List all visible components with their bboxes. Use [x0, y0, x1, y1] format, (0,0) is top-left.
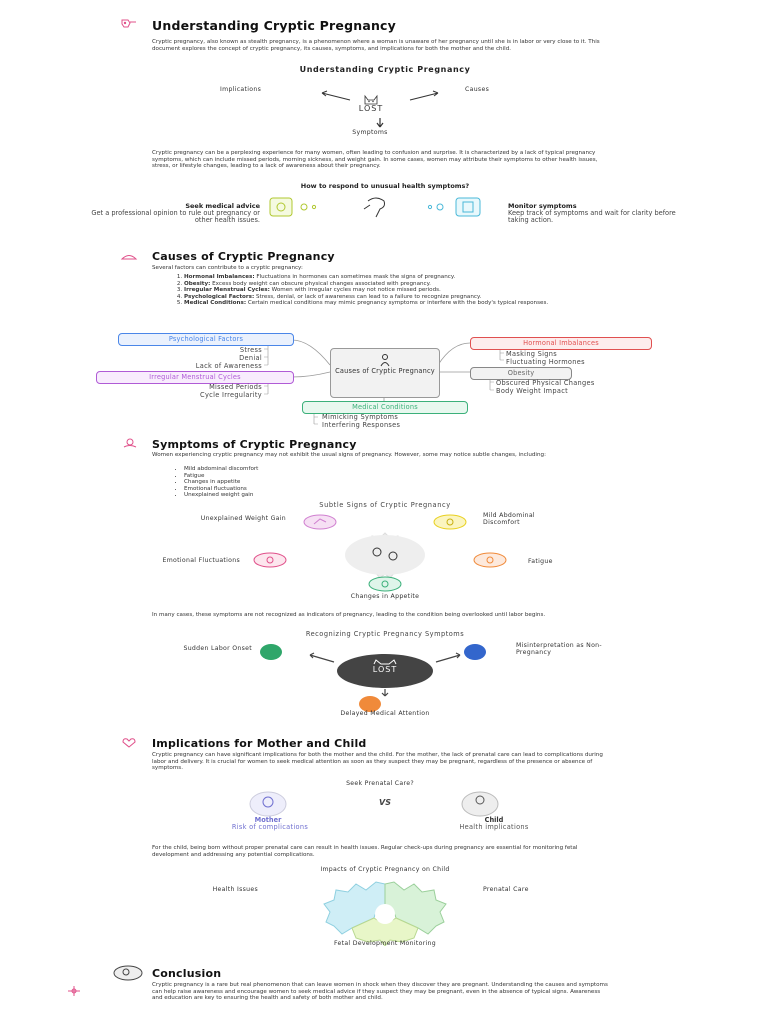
diagram-title: Understanding Cryptic Pregnancy — [299, 65, 471, 74]
node-medical: Medical Conditions — [302, 401, 468, 414]
conclusion-heading: Conclusion — [152, 967, 222, 980]
subtle-appetite: Changes in Appetite — [350, 593, 420, 600]
list-item: • Unexplained weight gain — [184, 492, 258, 499]
diagram-symptoms: Symptoms — [352, 129, 388, 136]
subtle-weight: Unexplained Weight Gain — [200, 515, 286, 522]
node-sub: Cycle Irregularity — [200, 391, 262, 399]
seek-child-sub: Health implications — [459, 823, 529, 831]
list-item: • Emotional fluctuations — [184, 486, 258, 493]
symptoms-intro: Women experiencing cryptic pregnancy may not exhibit the usual signs of pregnancy. However, some may notice subtle changes, including: — [152, 452, 546, 458]
implications-paragraph: For the child, being born without proper prenatal care can result in health issues. Regular check-ups during pregnancy are essential for monitoring fetal development and addressing any potential complications. — [152, 845, 578, 858]
seek-vs: VS — [379, 798, 391, 807]
lost-label: LOST — [358, 104, 384, 113]
conclusion-text: Cryptic pregnancy is a rare but real phenomenon that can leave women in shock when they discover they are pregnant. Understanding the causes and symptoms can help raise awareness and encourage women to seek medical advice if they suspect they may be pregnant, even in the absence of typical signs. Awareness and education are key to ensuring the health and safety of both mother and child. — [152, 982, 608, 1002]
causes-intro: Several factors can contribute to a cryptic pregnancy: — [152, 265, 303, 271]
list-item: • Changes in appetite — [184, 479, 258, 486]
list-item: • Fatigue — [184, 473, 258, 480]
list-item: • Mild abdominal discomfort — [184, 466, 258, 473]
node-sub: Lack of Awareness — [195, 362, 262, 370]
node-irregular: Irregular Menstrual Cycles — [96, 371, 294, 384]
seek-child: Child — [484, 816, 504, 824]
implications-intro: Cryptic pregnancy can have significant implications for both the mother and the child. For the mother, the lack of prenatal care can lead to complications during labor and delivery. It is crucial for women to seek medical attention as soon as they suspect they may be pregnant, regardless of the presence or absence of symptoms. — [152, 752, 603, 772]
node-sub: Obscured Physical Changes — [496, 379, 595, 387]
symptoms-paragraph: In many cases, these symptoms are not recognized as indicators of pregnancy, leading to the condition being overlooked until labor begins. — [152, 612, 546, 618]
list-item: 2. Obesity: Excess body weight can obscure physical changes associated with pregnancy. — [184, 281, 624, 288]
impacts-bottom: Fetal Development Monitoring — [333, 940, 437, 947]
recognize-bottom: Delayed Medical Attention — [340, 710, 430, 717]
impacts-left: Health Issues — [212, 886, 258, 893]
intro-paragraph: Cryptic pregnancy, also known as stealth pregnancy, is a phenomenon where a woman is unaware of her pregnancy until she is in labor or very close to it. This document explores the concept of cryptic pregnancy, its causes, symptoms, and implications for both the mother and the child. — [152, 39, 600, 52]
seek-mother: Mother — [254, 816, 282, 824]
conclusion-badge-icon — [108, 964, 152, 982]
list-item: 3. Irregular Menstrual Cycles: Women with irregular cycles may not notice missed periods. — [184, 287, 624, 294]
recognize-right: Misinterpretation as Non-Pregnancy — [516, 642, 602, 656]
symptoms-heading: Symptoms of Cryptic Pregnancy — [152, 438, 357, 451]
node-sub: Body Weight Impact — [496, 387, 569, 395]
footer-flower-icon — [66, 985, 82, 997]
respond-title: How to respond to unusual health symptoms? — [300, 182, 470, 190]
node-sub: Missed Periods — [209, 383, 262, 391]
list-item: 4. Psychological Factors: Stress, denial, or lack of awareness can lead to a failure to recognize pregnancy. — [184, 294, 624, 301]
list-item: 5. Medical Conditions: Certain medical conditions may mimic pregnancy symptoms or interfere with the body's typical responses. — [184, 300, 624, 307]
recognize-title: Recognizing Cryptic Pregnancy Symptoms — [305, 630, 465, 638]
respond-left-text: Get a professional opinion to rule out pregnancy or other health issues. — [91, 209, 260, 224]
node-sub: Mimicking Symptoms — [322, 413, 399, 421]
node-sub: Fluctuating Hormones — [506, 358, 585, 366]
mother-icon — [378, 353, 392, 367]
symptoms-list — [172, 466, 258, 499]
recognize-center: LOST — [372, 665, 398, 674]
causes-center-node: Causes of Cryptic Pregnancy — [330, 348, 440, 398]
node-sub: Stress — [239, 346, 262, 354]
implications-heading: Implications for Mother and Child — [152, 737, 367, 750]
seek-mother-sub: Risk of complications — [231, 823, 309, 831]
causes-heading: Causes of Cryptic Pregnancy — [152, 250, 335, 263]
subtle-emotional: Emotional Fluctuations — [162, 557, 240, 564]
list-item: 1. Hormonal Imbalances: Fluctuations in hormones can sometimes mask the signs of pregnancy. — [184, 274, 624, 281]
diagram-implications: Implications — [220, 86, 262, 93]
paragraph-1: Cryptic pregnancy can be a perplexing experience for many women, often leading to confusion and surprise. It is characterized by a lack of typical pregnancy symptoms, which can include missed periods, morning sickness, and weight gain. In some cases, women may attribute their symptoms to other health issues, stress, or lifestyle changes, leading to a lack of awareness about their pregnancy. — [152, 150, 598, 170]
subtle-title: Subtle Signs of Cryptic Pregnancy — [319, 501, 451, 509]
respond-left-title: Seek medical advice — [185, 202, 260, 210]
impacts-title: Impacts of Cryptic Pregnancy on Child — [320, 866, 450, 873]
baby-icon — [122, 437, 138, 449]
node-obesity: Obesity — [470, 367, 572, 380]
respond-right-title: Monitor symptoms — [508, 202, 577, 210]
respond-right-text: Keep track of symptoms and wait for clarity before taking action. — [508, 209, 676, 224]
diagram-causes: Causes — [465, 86, 490, 93]
recognize-left: Sudden Labor Onset — [183, 645, 252, 652]
impacts-gear — [290, 876, 480, 946]
impacts-right: Prenatal Care — [483, 886, 529, 893]
recognize-graphic — [250, 638, 520, 713]
subtle-fatigue: Fatigue — [528, 558, 553, 565]
seek-title: Seek Prenatal Care? — [346, 780, 414, 787]
node-sub: Masking Signs — [506, 350, 557, 358]
node-sub: Interfering Responses — [322, 421, 401, 429]
heart-icon — [120, 737, 138, 749]
subtle-abdominal: Mild Abdominal Discomfort — [483, 512, 535, 526]
node-hormonal: Hormonal Imbalances — [470, 337, 652, 350]
node-psychological: Psychological Factors — [118, 333, 294, 346]
node-sub: Denial — [239, 354, 262, 362]
page-title: Understanding Cryptic Pregnancy — [152, 18, 397, 33]
